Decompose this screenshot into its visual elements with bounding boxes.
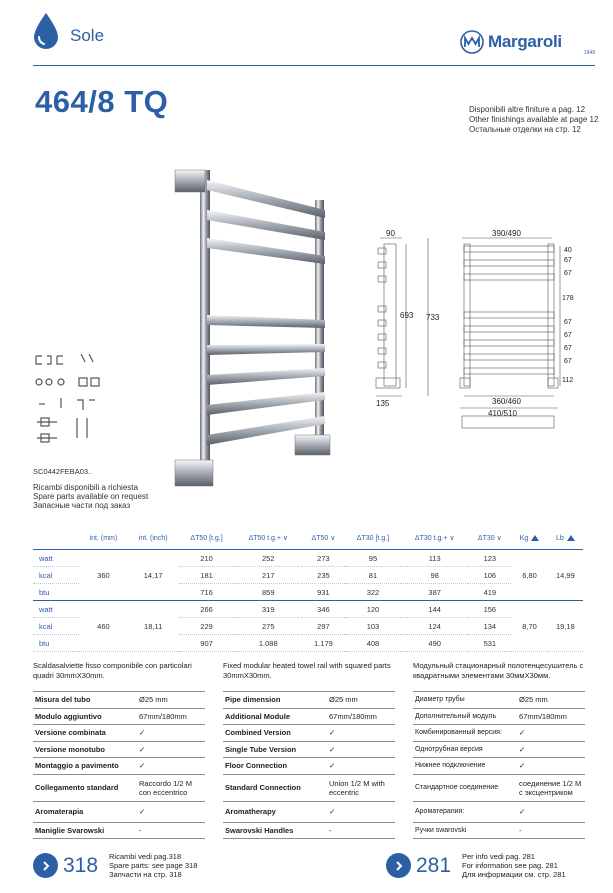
spec-key: Ароматерапия: [413,801,517,822]
spec-value: 67mm/180mm [137,708,205,725]
value-cell: 490 [401,635,468,652]
col-kg [511,527,547,550]
spec-row [33,822,205,839]
value-cell: 98 [401,567,468,584]
spec-value: ✓ [327,741,395,758]
spec-key: Ручки swarovski [413,822,517,839]
spec-value: ✓ [517,741,585,758]
unit-cell: btu [33,635,79,652]
spare-parts-note [33,483,148,510]
value-cell: 297 [302,618,345,635]
footer-line-ru: Запчасти на стр. 318 [109,870,182,879]
spec-row [33,725,205,742]
value-cell: 419 [468,584,511,601]
spec-key: Standard Connection [223,774,327,801]
spec-row [223,692,395,709]
mm-cell: 460 [79,601,128,652]
spec-value: ✓ [327,801,395,822]
weight-icon [531,535,539,541]
dim-side-top: 90 [386,229,395,238]
spec-value: Raccordo 1/2 M con eccentrico [137,774,205,801]
unit-cell: watt [33,550,79,567]
dim-gap-6: 67 [564,332,572,339]
col-dt50-v: ΔT50 ∨ [302,527,345,550]
dim-side-outer: 733 [426,313,440,322]
brand-name: Margaroli [488,32,562,51]
spec-key: Misura del tubo [33,692,137,709]
spec-row [413,725,585,742]
spec-value: 67mm/180mm [327,708,395,725]
brand-logo [460,28,595,56]
spec-key: Диаметр трубы [413,692,517,709]
inch-cell: 18,11 [128,601,179,652]
value-cell: 123 [468,550,511,567]
spec-key: Pipe dimension [223,692,327,709]
spec-key: Aromaterapia [33,801,137,822]
brand-mark-icon [460,30,484,54]
spec-row [413,822,585,839]
dim-side-foot: 135 [376,399,390,408]
spec-key: Single Tube Version [223,741,327,758]
spec-value: 67mm/180mm [517,708,585,725]
footer-line-it: Per info vedi pag. 281 [462,852,535,861]
unit-cell: btu [33,584,79,601]
dim-gap-2: 67 [564,257,572,264]
dim-gap-8: 67 [564,358,572,365]
footer-line-en: For information see pag. 281 [462,861,558,870]
spec-intro: Fixed modular heated towel rail with squared parts 30mmX30mm. [223,661,391,680]
spec-row [223,741,395,758]
value-cell: 113 [401,550,468,567]
spare-note-ru: Запасные части под заказ [33,501,131,510]
spare-note-it: Ricambi disponibili a richiesta [33,483,138,492]
value-cell: 106 [468,567,511,584]
value-cell: 859 [235,584,302,601]
dim-gap-1: 40 [564,247,572,254]
spec-key: Collegamento standard [33,774,137,801]
spec-column-english [223,661,395,839]
spec-value: Ø25 mm [137,692,205,709]
spec-key: Modulo aggiuntivo [33,708,137,725]
footer-line-it: Ricambi vedi pag.318 [109,852,182,861]
value-cell: 210 [179,550,235,567]
spec-column-italian [33,661,205,839]
spare-parts-image [33,352,113,460]
value-cell: 931 [302,584,345,601]
spec-key: Комбинированный версия: [413,725,517,742]
col-dt50-tgv: ΔT50 t.g.+ ∨ [235,527,302,550]
spec-value: Ø25 mm [517,692,585,709]
value-cell: 1.179 [302,635,345,652]
performance-table [33,527,583,652]
value-cell: 181 [179,567,235,584]
spec-key: Maniglie Svarowski [33,822,137,839]
spec-table [33,691,205,839]
table-header-row [33,527,583,550]
spec-value: - [137,822,205,839]
model-title: 464/8 TQ [35,84,169,119]
lb-label: Lb [555,534,564,542]
col-int-mm: int. (mm) [79,527,128,550]
kg-label: Kg [519,534,529,542]
spec-key: Стандартное соединение [413,774,517,801]
value-cell: 217 [235,567,302,584]
spec-value: ✓ [517,801,585,822]
spec-key: Combined Version [223,725,327,742]
spec-key: Additional Module [223,708,327,725]
spec-row [413,692,585,709]
spare-note-en: Spare parts available on request [33,492,149,501]
mm-cell: 360 [79,550,128,601]
spec-row [33,692,205,709]
spec-key: Дополнительный модуль [413,708,517,725]
brand-year: 1949 [583,50,595,56]
inch-cell: 14,17 [128,550,179,601]
spec-row [223,822,395,839]
spec-value: - [327,822,395,839]
unit-cell: watt [33,601,79,618]
unit-cell: kcal [33,618,79,635]
value-cell: 229 [179,618,235,635]
value-cell: 1.088 [235,635,302,652]
value-cell: 156 [468,601,511,618]
footer-line-en: Spare parts: see page 318 [109,861,198,870]
value-cell: 408 [345,635,401,652]
spec-value: - [517,822,585,839]
spec-key: Swarovski Handles [223,822,327,839]
chevron-right-icon[interactable] [33,853,58,878]
footer-spare-parts-link[interactable] [33,852,197,879]
value-cell: 235 [302,567,345,584]
spec-key: Versione monotubo [33,741,137,758]
value-cell: 273 [302,550,345,567]
value-cell: 120 [345,601,401,618]
dim-front-bottom: 410/510 [488,409,517,418]
spec-row [413,774,585,801]
spec-row [413,801,585,822]
spec-value: ✓ [327,725,395,742]
value-cell: 252 [235,550,302,567]
spec-key: Floor Connection [223,758,327,775]
spec-row [223,708,395,725]
col-lb [548,527,583,550]
kg-cell: 8,70 [511,601,547,652]
spec-key: Montaggio a pavimento [33,758,137,775]
chevron-right-icon[interactable] [386,853,411,878]
value-cell: 124 [401,618,468,635]
water-drop-icon [33,12,59,50]
footer-line-ru: Для информации см. стр. 281 [462,870,566,879]
value-cell: 716 [179,584,235,601]
value-cell: 907 [179,635,235,652]
spec-table [223,691,395,839]
unit-cell: kcal [33,567,79,584]
col-dt30-v: ΔT30 ∨ [468,527,511,550]
spec-row [223,801,395,822]
spec-row [413,741,585,758]
table-row [33,601,583,618]
front-view-drawing [452,228,584,443]
col-unit [33,527,79,550]
lb-cell: 14,99 [548,550,583,601]
value-cell: 103 [345,618,401,635]
spec-intro: Scaldasalviette fisso componibile con particolari quadri 30mmX30mm. [33,661,192,680]
footer-page-number: 318 [63,853,99,877]
dim-gap-4: 178 [562,295,574,302]
finishings-note [469,105,598,135]
spec-value: соединение 1/2 M с эксцентриком [517,774,585,801]
spec-value: Ø25 mm [327,692,395,709]
col-dt50-tg: ΔT50 [t.g.] [179,527,235,550]
value-cell: 144 [401,601,468,618]
spec-row [33,708,205,725]
footer-info-link[interactable] [386,852,566,879]
spec-row [413,708,585,725]
spec-key: Aromatherapy [223,801,327,822]
value-cell: 81 [345,567,401,584]
spec-key: Versione combinata [33,725,137,742]
spec-value: ✓ [327,758,395,775]
dim-front-mid: 360/460 [492,397,521,406]
spec-key: Нижнее подключение [413,758,517,775]
dim-front-top: 390/490 [492,229,521,238]
spec-row [223,774,395,801]
spec-key: Однотрубная версия [413,741,517,758]
value-cell: 134 [468,618,511,635]
spec-row [33,741,205,758]
finishings-line-it: Disponibili altre finiture a pag. 12 [469,105,586,114]
footer-page-number: 281 [416,853,452,877]
spec-row [33,801,205,822]
spare-part-code: SC0442FEBA03.. [33,467,93,476]
col-dt30-tgv: ΔT30 t.g.+ ∨ [401,527,468,550]
spec-value: ✓ [517,725,585,742]
header-divider [33,65,595,66]
kg-cell: 6,80 [511,550,547,601]
value-cell: 266 [179,601,235,618]
spec-column-russian [413,661,585,839]
dim-gap-7: 67 [564,345,572,352]
spec-value: ✓ [137,801,205,822]
spec-row [413,758,585,775]
col-dt30-tg: ΔT30 [t.g.] [345,527,401,550]
spec-row [33,758,205,775]
spec-table [413,691,585,839]
side-view-drawing [366,228,446,408]
series-name: Sole [70,26,105,45]
lb-cell: 19,18 [548,601,583,652]
spec-value: ✓ [137,741,205,758]
footer-note [109,852,197,879]
value-cell: 319 [235,601,302,618]
spec-intro: Модульный стационарный полотенцесушитель с квадратными элементами 30ммХ30мм. [413,661,584,680]
spec-row [223,758,395,775]
dim-gap-5: 67 [564,319,572,326]
footer-note [462,852,566,879]
table-row [33,550,583,567]
spec-value: ✓ [517,758,585,775]
spec-value: Union 1/2 M with eccentric [327,774,395,801]
dim-gap-9: 112 [562,377,574,384]
value-cell: 322 [345,584,401,601]
value-cell: 531 [468,635,511,652]
towel-rail-product-image [165,160,340,495]
value-cell: 387 [401,584,468,601]
value-cell: 346 [302,601,345,618]
spec-row [33,774,205,801]
spec-value: ✓ [137,758,205,775]
value-cell: 275 [235,618,302,635]
spec-value: ✓ [137,725,205,742]
finishings-line-ru: Остальные отделки на стр. 12 [469,125,581,134]
weight-icon [567,535,575,541]
value-cell: 95 [345,550,401,567]
dim-gap-3: 67 [564,270,572,277]
spec-row [223,725,395,742]
dim-side-inner: 693 [400,311,414,320]
col-int-inch: int. (inch) [128,527,179,550]
finishings-line-en: Other finishings available at page 12 [469,115,599,124]
